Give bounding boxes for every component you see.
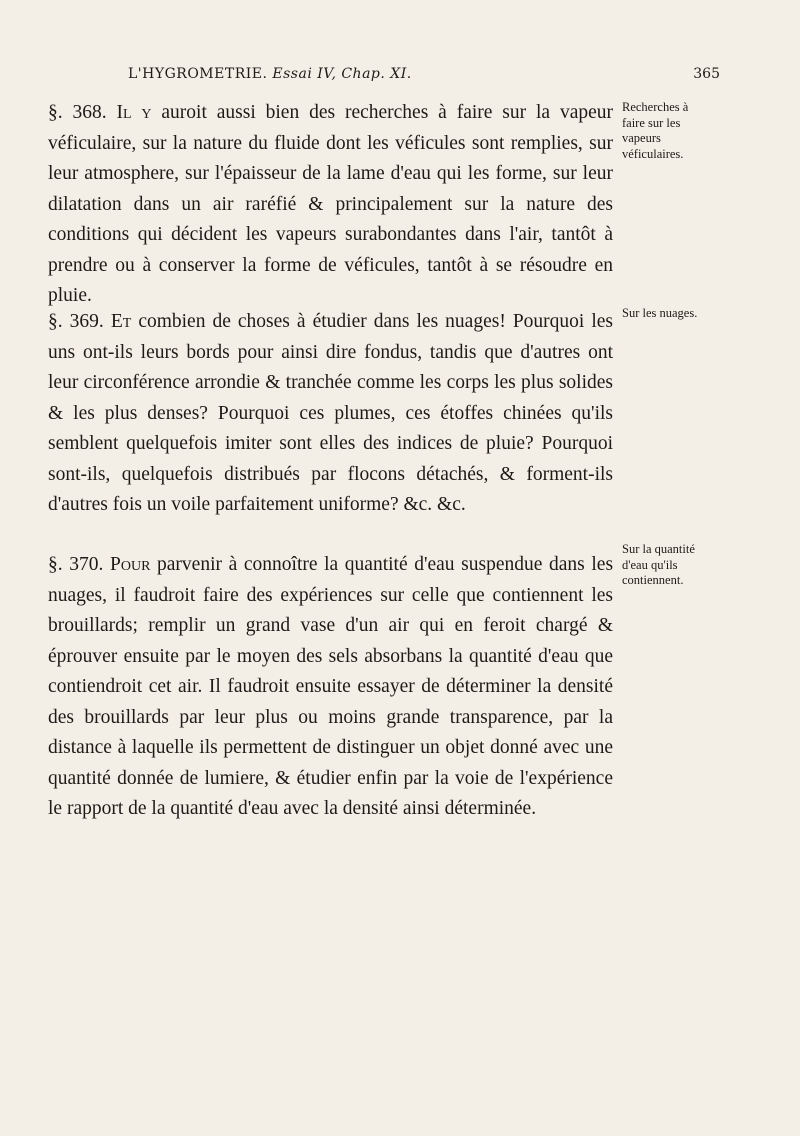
page-number: 365 <box>693 66 720 82</box>
paragraph-lead: Il y <box>116 102 152 123</box>
running-title-essay: Essai IV, Chap. XI. <box>272 66 412 82</box>
paragraph-369 <box>48 307 613 521</box>
paragraph-number: §. 368. <box>48 102 107 123</box>
paragraph-text: combien de choses à étudier dans les nuages! Pourquoi les uns ont-ils leurs bords pour ainsi dire fondus, tandis que d'autres ont leur circonférence arrondie & tranchée comme les corps les plus solides & les plus denses? Pourquoi ces plumes, ces étoffes chinées qu'ils semblent quelquefois imiter sont elles des indices de pluie? Pourquoi sont-ils, quelquefois distribués par flocons détachés, & forment-ils d'autres fois un voile parfaitement uniforme? &c. &c. <box>48 311 614 515</box>
paragraph-number: §. 370. <box>48 554 104 575</box>
margin-note-nuages: Sur les nuages. <box>622 306 698 320</box>
paragraph-370 <box>48 550 613 825</box>
paragraph-text: parvenir à connoître la quantité d'eau suspendue dans les nuages, il faudroit faire des expériences sur celle que contiennent les brouillards; remplir un grand vase d'un air qui en feroit chargé & éprouver ensuite par le moyen des sels absorbans la quantité d'eau que contiendroit cet air. Il faudroit ensuite essayer de déterminer la densité des brouillards par leur plus ou moins grande transparence, par la distance à laquelle ils permettent de distinguer un objet donné avec une quantité donnée de lumiere, & étudier enfin par la voie de l'expérience le rapport de la quantité d'eau avec la densité ainsi déterminée. <box>48 554 614 819</box>
running-title-prefix: L'HYGROMETRIE. <box>128 66 268 82</box>
margin-note-vapeurs: Recherches à faire sur les vapeurs véficulaires. <box>622 100 689 161</box>
paragraph-text: auroit aussi bien des recherches à faire sur la vapeur véficulaire, sur la nature du fluide dont les véficules sont remplies, sur leur atmosphere, sur l'épaisseur de la lame d'eau qui les forme, sur leur dilatation dans un air raréfié & principalement sur la nature des conditions qui décident les vapeurs surabondantes dans l'air, tantôt à prendre ou à conserver la forme de véficules, tantôt à se résoudre en pluie. <box>48 102 614 306</box>
running-header <box>128 66 720 90</box>
paragraph-lead: Et <box>110 311 132 332</box>
paragraph-lead: Pour <box>110 554 151 575</box>
paragraph-368 <box>48 98 613 312</box>
margin-note-quantite: Sur la quantité d'eau qu'ils contiennent. <box>622 542 695 587</box>
paragraph-number: §. 369. <box>48 311 104 332</box>
running-title <box>128 66 412 82</box>
